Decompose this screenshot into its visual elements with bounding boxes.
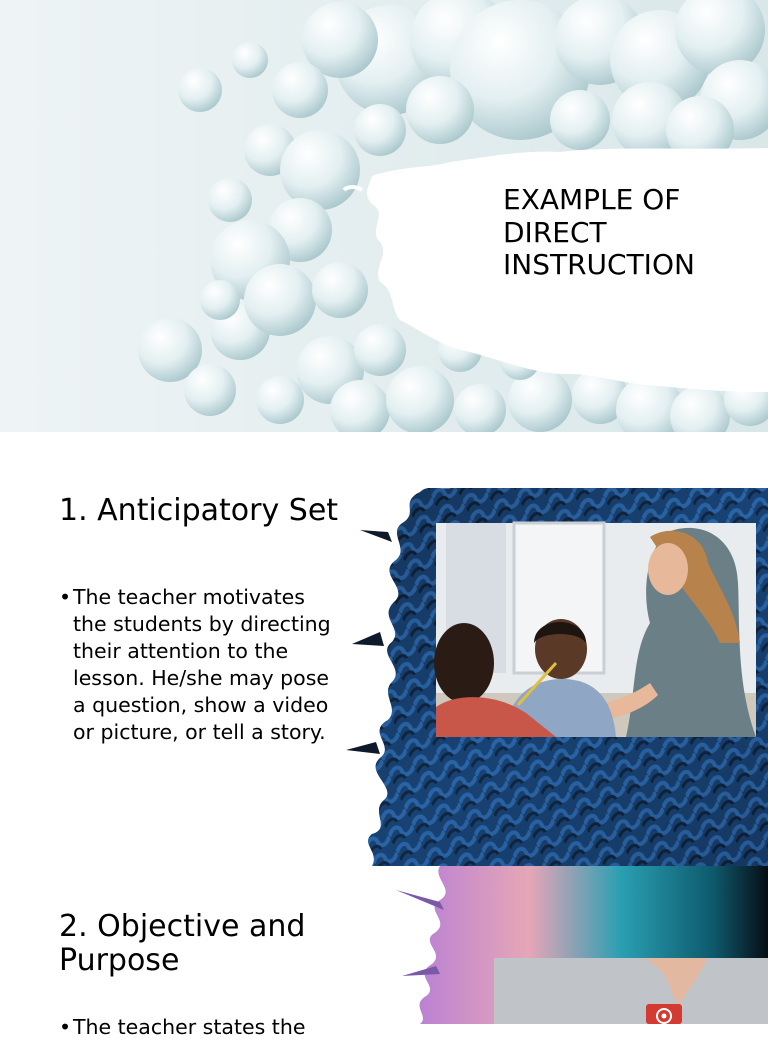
sphere-decoration [454, 384, 506, 436]
bullet-item [59, 1014, 345, 1041]
objective-purpose-slide [0, 866, 768, 1039]
bullet-text: The teacher motivates the students by directing their attention to the lesson. He/she may pose a question, show a video or picture, or tell a story. [73, 585, 331, 744]
sphere-decoration [184, 364, 236, 416]
sphere-decoration [200, 280, 240, 320]
sphere-decoration [244, 264, 316, 336]
slide-heading: 1. Anticipatory Set [59, 493, 339, 528]
sphere-decoration [312, 262, 368, 318]
bullet-text: The teacher states the [73, 1015, 306, 1039]
bullet-dot: • [59, 1015, 72, 1039]
sphere-decoration [232, 42, 268, 78]
sphere-decoration [386, 366, 454, 434]
sphere-decoration [280, 130, 360, 210]
teacher-with-students-photo [436, 523, 756, 737]
bullet-item [59, 584, 345, 746]
anticipatory-set-slide [0, 432, 768, 866]
slide-heading: 2. Objective and Purpose [59, 909, 306, 978]
hand-holding-target-block-photo [494, 958, 768, 1024]
sphere-decoration [178, 68, 222, 112]
bullet-dot: • [59, 585, 72, 609]
sphere-decoration [272, 62, 328, 118]
sphere-decoration [256, 376, 304, 424]
title-slide [0, 0, 768, 432]
sphere-decoration [330, 380, 390, 440]
sphere-decoration [354, 324, 406, 376]
sphere-decoration [354, 104, 406, 156]
slide-title: EXAMPLE OF DIRECT INSTRUCTION [503, 183, 695, 281]
sphere-decoration [208, 178, 252, 222]
sphere-decoration [406, 76, 474, 144]
sphere-decoration [550, 90, 610, 150]
